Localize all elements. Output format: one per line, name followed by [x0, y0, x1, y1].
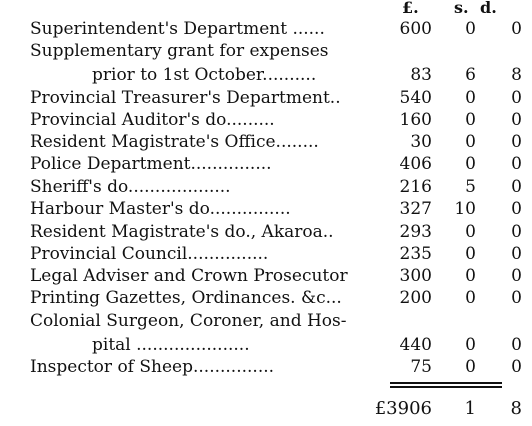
row-pounds: 75 — [410, 357, 432, 377]
total-shillings: 1 — [464, 398, 476, 419]
row-label: pital ..................... — [92, 335, 250, 355]
row-shillings: 0 — [465, 288, 476, 308]
row-pounds: 216 — [399, 177, 432, 197]
row-label: Inspector of Sheep............... — [30, 357, 275, 377]
row-shillings: 0 — [465, 110, 476, 130]
row-label: Legal Adviser and Crown Prosecutor — [30, 266, 348, 286]
row-pence: 0 — [511, 88, 522, 108]
table-row — [30, 40, 520, 62]
row-shillings: 0 — [465, 88, 476, 108]
row-pence: 0 — [511, 177, 522, 197]
row-label: Colonial Surgeon, Coroner, and Hos- — [30, 311, 347, 331]
row-pence: 0 — [511, 357, 522, 377]
row-label: Printing Gazettes, Ordinances. &c... — [30, 288, 342, 308]
row-shillings: 0 — [465, 335, 476, 355]
row-label: Provincial Treasurer's Department.. — [30, 88, 341, 108]
table-row — [30, 334, 520, 356]
row-shillings: 6 — [465, 65, 476, 85]
table-row — [30, 18, 520, 40]
row-shillings: 0 — [465, 266, 476, 286]
row-pounds: 30 — [410, 132, 432, 152]
table-row — [30, 265, 520, 287]
row-label: Sheriff's do................... — [30, 177, 231, 197]
row-pence: 0 — [511, 154, 522, 174]
row-pence: 0 — [511, 266, 522, 286]
row-pence: 0 — [511, 19, 522, 39]
row-label: Superintendent's Department ...... — [30, 19, 325, 39]
total-rule-top — [390, 382, 502, 384]
row-label: Resident Magistrate's do., Akaroa.. — [30, 222, 334, 242]
row-pence: 0 — [511, 110, 522, 130]
row-label: Provincial Council............... — [30, 244, 269, 264]
total-pounds: £3906 — [374, 398, 432, 419]
row-pence: 0 — [511, 132, 522, 152]
row-label: prior to 1st October.......... — [92, 65, 317, 85]
row-shillings: 0 — [465, 357, 476, 377]
table-row — [30, 153, 520, 175]
total-row — [30, 398, 520, 420]
row-label: Resident Magistrate's Office........ — [30, 132, 319, 152]
row-label: Supplementary grant for expenses — [30, 41, 329, 61]
table-row — [30, 221, 520, 243]
total-pence: 8 — [510, 398, 522, 419]
row-pence: 8 — [511, 65, 522, 85]
row-pounds: 160 — [399, 110, 432, 130]
row-pounds: 440 — [399, 335, 432, 355]
row-label: Provincial Auditor's do......... — [30, 110, 275, 130]
table-row — [30, 287, 520, 309]
table-row — [30, 176, 520, 198]
row-pounds: 200 — [399, 288, 432, 308]
row-shillings: 0 — [465, 244, 476, 264]
row-pence: 0 — [511, 288, 522, 308]
row-pounds: 83 — [410, 65, 432, 85]
row-pence: 0 — [511, 222, 522, 242]
table-row — [30, 310, 520, 332]
row-pounds: 300 — [399, 266, 432, 286]
table-row — [30, 198, 520, 220]
row-pence: 0 — [511, 244, 522, 264]
row-pounds: 600 — [399, 19, 432, 39]
table-row — [30, 243, 520, 265]
table-row — [30, 131, 520, 153]
row-shillings: 0 — [465, 222, 476, 242]
header-pounds: £. — [402, 0, 419, 17]
row-shillings: 10 — [454, 199, 476, 219]
row-pounds: 327 — [399, 199, 432, 219]
table-row — [30, 356, 520, 378]
table-row — [30, 64, 520, 86]
table-row — [30, 87, 520, 109]
row-pounds: 235 — [399, 244, 432, 264]
header-shillings: s. — [454, 0, 469, 17]
row-label: Police Department............... — [30, 154, 272, 174]
row-label: Harbour Master's do............... — [30, 199, 291, 219]
row-shillings: 0 — [465, 154, 476, 174]
row-pence: 0 — [511, 335, 522, 355]
table-row — [30, 109, 520, 131]
row-pounds: 406 — [399, 154, 432, 174]
row-pence: 0 — [511, 199, 522, 219]
total-rule-bottom — [390, 386, 502, 388]
row-shillings: 5 — [465, 177, 476, 197]
row-shillings: 0 — [465, 132, 476, 152]
header-pence: d. — [480, 0, 497, 17]
row-pounds: 293 — [399, 222, 432, 242]
row-pounds: 540 — [399, 88, 432, 108]
row-shillings: 0 — [465, 19, 476, 39]
